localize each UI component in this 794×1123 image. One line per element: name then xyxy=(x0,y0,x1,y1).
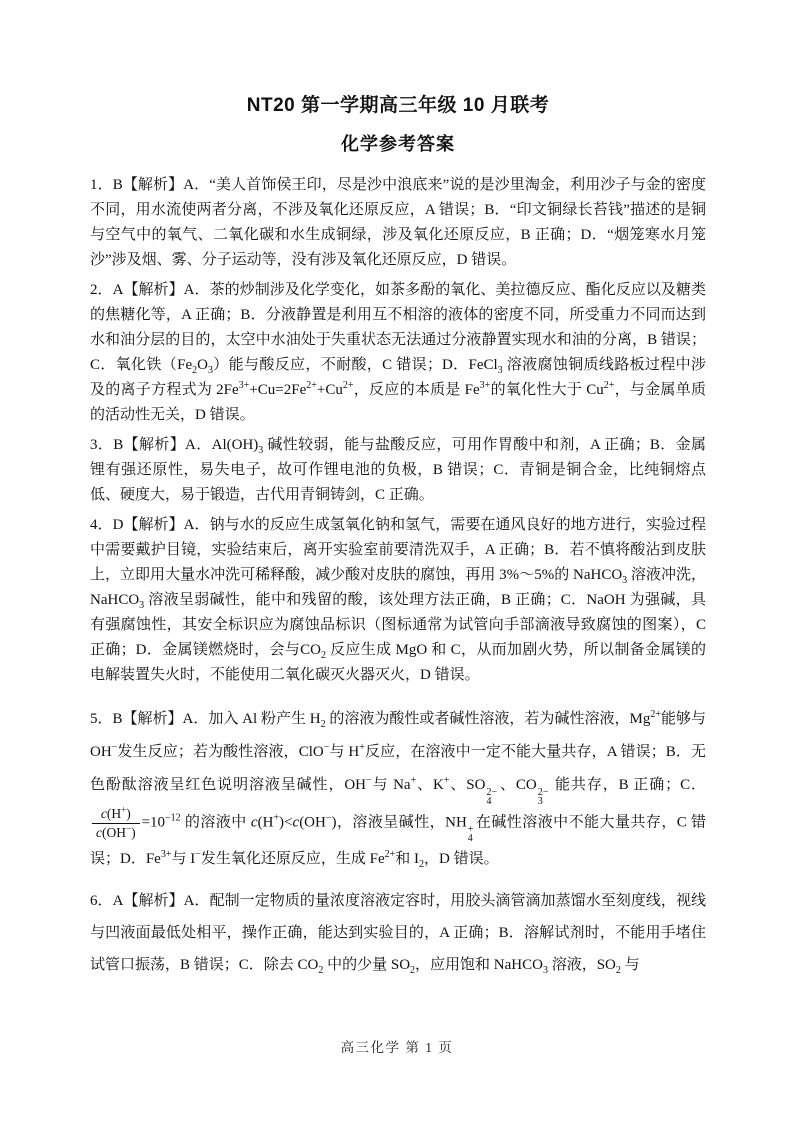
answers-section xyxy=(90,173,706,981)
page-content xyxy=(90,93,706,986)
answer-item-2: 2．A【解析】A．茶的炒制涉及化学变化，如茶多酚的氧化、美拉德反应、酯化反应以及糖类的焦糖化等，A 正确；B．分液静置是利用互不相溶的液体的密度不同，所受重力不同而达到水和油分层的目的，太空中水油处于失重状态无法通过分液静置实现水和油的分离，B 错误；C．氧化铁$(Fe_2O_3)$能与酸反应，不耐酸，C 错误；D．FeCl$_3$ 溶液腐蚀铜质线路板过程中涉及的离子方程式为 $2Fe^{3+}+Cu=2Fe^{2+}+Cu^{2+}$，反应的本质是 $Fe^{3+}$的氧化性大于 $Cu^{2+}$，与金属单质的活动性无关，D 错误。 xyxy=(90,282,706,423)
answer-item-6: 6．A【解析】A．配制一定物质的量浓度溶液定容时，用胶头滴管滴加蒸馏水至刻度线，视线与凹液面最低处相平，操作正确，能达到实验目的，A 正确；B．溶解试剂时，不能用手堵住试管口振荡，B 错误；C．除去 $CO_2$ 中的少量 $SO_2$，应用饱和 NaHCO$_3$ 溶液，$SO_2$ 与 xyxy=(90,893,706,977)
answer-item-5: 5．B【解析】A．加入 Al 粉产生 $H_2$ 的溶液为酸性或者碱性溶液，若为碱性溶液，$Mg^{2+}$能够与 OH−发生反应；若为酸性溶液，ClO−与 H+反应，在溶液中一定不能大量共存，A 错误；B．无色酚酞溶液呈红色说明溶液呈碱性，OH−与 Na+、K+、SO 2− 4 、CO 2− 3 能共存，B 正确；C． $\frac{c(H^+)}{c(OH^-)}$ $=10^{-12}$ 的溶液中 c(H+)<c(OH−)，溶液呈碱性，NH + 4 在碱性溶液中不能大量共存，C 错误；D．$Fe^{3+}$与 I−发生氧化还原反应，生成 $Fe^{2+}$和 $I_2$，D 错误。 xyxy=(90,709,706,871)
answer-item-4: 4．D【解析】A．钠与水的反应生成氢氧化钠和氢气，需要在通风良好的地方进行，实验过程中需要戴护目镜，实验结束后，离开实验室前要清洗双手，A 正确；B．若不慎将酸沾到皮肤上，立即用大量水冲洗可稀释酸，减少酸对皮肤的腐蚀，再用 3%～5%的 NaHCO$_3$ 溶液冲洗，NaHCO$_3$ 溶液呈弱碱性，能中和残留的酸，该处理方法正确，B 正确；C．NaOH 为强碱，具有强腐蚀性，其安全标识应为腐蚀品标识（图标通常为试管向手部滴液导致腐蚀的图案），C 正确；D．金属镁燃烧时，会与$CO_2$ 反应生成 MgO 和 C，从而加剧火势，所以制备金属镁的电解装置失火时，不能使用二氧化碳灭火器灭火，D 错误。 xyxy=(90,517,706,683)
answer-item-3: 3．B【解析】A．$Al(OH)_3$ 碱性较弱，能与盐酸反应，可用作胃酸中和剂，A 正确；B．金属锂有强还原性，易失电子，故可作锂电池的负极，B 错误；C．青铜是铜合金，比纯铜熔点低、硬度大，易于锻造，古代用青铜铸剑，C 正确。 xyxy=(90,437,706,503)
exam-subtitle: 化学参考答案 xyxy=(341,134,455,154)
exam-title: NT20 第一学期高三年级 10 月联考 xyxy=(246,95,550,116)
page-footer: 高三化学 第 1 页 xyxy=(340,1040,454,1055)
answer-item-1: 1．B【解析】A．“美人首饰侯王印，尽是沙中浪底来”说的是沙里淘金，利用沙子与金的密度不同，用水流使两者分离，不涉及氧化还原反应，A 错误；B．“印文铜绿长苔钱”描述的是铜与空气中的氧气、二氧化碳和水生成铜绿，涉及氧化还原反应，B 正确；D．“烟笼寒水月笼沙”涉及烟、雾、分子运动等，没有涉及氧化还原反应，D 错误。 xyxy=(90,177,706,268)
